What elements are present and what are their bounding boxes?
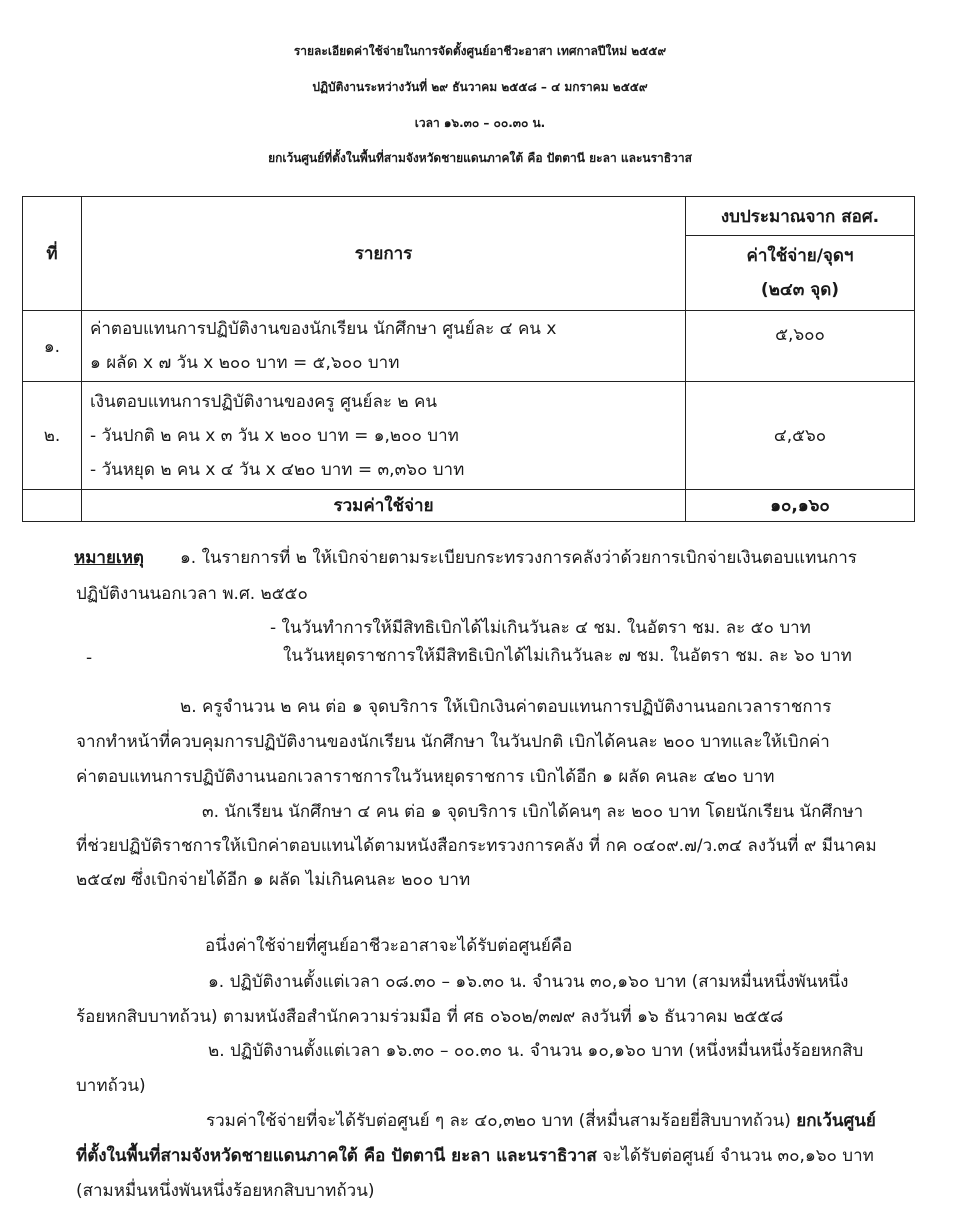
note-3-line-3: ๒๕๔๗ ซึ่งเบิกจ่ายได้อีก ๑ ผลัด ไม่เกินคนละ ๒๐๐ บาท <box>76 870 471 890</box>
summary-total-exception: ยกเว้นศูนย์ <box>796 1111 876 1131</box>
row-number: ๒. <box>23 382 82 490</box>
table-row <box>23 382 915 490</box>
note-1-sub-2: ในวันหยุดราชการให้มีสิทธิเบิกได้ไม่เกินวันละ ๗ ชม. ในอัตรา ชม. ละ ๖๐ บาท <box>283 646 852 666</box>
header-points-label: (๒๔๓ จุด) <box>760 280 840 300</box>
summary-1-line-1: ๑. ปฏิบัติงานตั้งแต่เวลา ๐๘.๓๐ – ๑๖.๓๐ น. จำนวน ๓๐,๑๖๐ บาท (สามหมื่นหนึ่งพันหนึ่ง <box>208 972 849 992</box>
summary-2-line-2: บาทถ้วน) <box>76 1076 146 1096</box>
row-amount: ๔,๕๖๐ <box>686 382 915 490</box>
document-title: รายละเอียดค่าใช้จ่ายในการจัดตั้งศูนย์อาชีวะอาสา เทศกาลปีใหม่ ๒๕๕๙ <box>293 44 667 58</box>
total-amount: ๑๐,๑๖๐ <box>686 490 915 522</box>
summary-total-line-2 <box>76 1142 874 1169</box>
header-cost-per-point <box>686 236 915 311</box>
row-item-line: - วันหยุด ๒ คน x ๔ วัน x ๔๒๐ บาท = ๓,๓๖๐ บาท <box>90 459 465 480</box>
table-row <box>23 311 915 382</box>
summary-total-text: รวมค่าใช้จ่ายที่จะได้รับต่อศูนย์ ๆ ละ ๔๐,๓๒๐ บาท (สี่หมื่นสามร้อยยี่สิบบาทถ้วน) <box>206 1111 797 1131</box>
summary-total-region-amount: จะได้รับต่อศูนย์ จำนวน ๓๐,๑๖๐ บาท <box>596 1146 874 1166</box>
summary-2-line-1: ๒. ปฏิบัติงานตั้งแต่เวลา ๑๖.๓๐ – ๐๐.๓๐ น. จำนวน ๑๐,๑๖๐ บาท (หนึ่งหมื่นหนึ่งร้อยหกสิบ <box>208 1041 864 1061</box>
document-subtitle-exception: ยกเว้นศูนย์ที่ตั้งในพื้นที่สามจังหวัดชายแดนภาคใต้ คือ ปัตตานี ยะลา และนราธิวาส <box>268 151 692 165</box>
summary-total-line-1 <box>206 1107 876 1134</box>
total-label: รวมค่าใช้จ่าย <box>82 490 686 522</box>
row-number: ๑. <box>23 311 82 382</box>
note-3-line-1: ๓. นักเรียน นักศึกษา ๔ คน ต่อ ๑ จุดบริการ เบิกได้คนๆ ละ ๒๐๐ บาท โดยนักเรียน นักศึกษา <box>202 802 864 822</box>
document-subtitle-period: ปฏิบัติงานระหว่างวันที่ ๒๙ ธันวาคม ๒๕๕๘ – ๔ มกราคม ๒๕๕๙ <box>312 80 648 94</box>
row-item <box>82 382 686 490</box>
header-no: ที่ <box>23 197 82 311</box>
notes-heading: หมายเหตุ <box>74 548 144 568</box>
note-2-line-3: ค่าตอบแทนการปฏิบัติงานนอกเวลาราชการในวันหยุดราชการ เบิกได้อีก ๑ ผลัด คนละ ๔๒๐ บาท <box>76 767 775 787</box>
summary-intro: อนึ่งค่าใช้จ่ายที่ศูนย์อาชีวะอาสาจะได้รับต่อศูนย์คือ <box>205 936 573 956</box>
summary-total-region: ที่ตั้งในพื้นที่สามจังหวัดชายแดนภาคใต้ คือ ปัตตานี ยะลา และนราธิวาส <box>76 1146 597 1166</box>
row-item <box>82 311 686 382</box>
note-1-sub-1: - ในวันทำการให้มีสิทธิเบิกได้ไม่เกินวันละ ๔ ชม. ในอัตรา ชม. ละ ๕๐ บาท <box>270 618 811 638</box>
note-1-line-1: ๑. ในรายการที่ ๒ ให้เบิกจ่ายตามระเบียบกระทรวงการคลังว่าด้วยการเบิกจ่ายเงินตอบแทนการ <box>180 548 857 568</box>
header-cost-label: ค่าใช้จ่าย/จุดฯ <box>746 246 854 266</box>
row-item-line: ๑ ผลัด x ๗ วัน x ๒๐๐ บาท = ๕,๖๐๐ บาท <box>90 353 400 373</box>
budget-table <box>22 196 915 522</box>
row-item-line: เงินตอบแทนการปฏิบัติงานของครู ศูนย์ละ ๒ คน <box>90 391 437 412</box>
note-1-line-2: ปฏิบัติงานนอกเวลา พ.ศ. ๒๕๕๐ <box>76 584 308 604</box>
header-budget: งบประมาณจาก สอศ. <box>686 197 915 236</box>
document-subtitle-time: เวลา ๑๖.๓๐ – ๐๐.๓๐ น. <box>414 116 546 130</box>
row-item-line: - วันปกติ ๒ คน x ๓ วัน x ๒๐๐ บาท = ๑,๒๐๐ บาท <box>90 425 459 446</box>
note-1-sub-2-mark: - <box>86 648 93 668</box>
note-2-line-2: จากทำหน้าที่ควบคุมการปฏิบัติงานของนักเรียน นักศึกษา ในวันปกติ เบิกได้คนละ ๒๐๐ บาทและให้เบิกค่า <box>76 732 830 752</box>
note-3-line-2: ที่ช่วยปฏิบัติราชการให้เบิกค่าตอบแทนได้ตามหนังสือกระทรวงการคลัง ที่ กค ๐๔๐๙.๗/ว.๓๔ ลงวันที่ ๙ มีนาคม <box>76 836 877 856</box>
row-item-line: ค่าตอบแทนการปฏิบัติงานของนักเรียน นักศึกษา ศูนย์ละ ๔ คน x <box>90 319 557 339</box>
summary-total-line-3: (สามหมื่นหนึ่งพันหนึ่งร้อยหกสิบบาทถ้วน) <box>76 1181 375 1201</box>
row-amount: ๕,๖๐๐ <box>686 311 915 382</box>
total-number-cell <box>23 490 82 522</box>
total-row <box>23 490 915 522</box>
header-item: รายการ <box>82 197 686 311</box>
summary-1-line-2: ร้อยหกสิบบาทถ้วน) ตามหนังสือสำนักความร่วมมือ ที่ ศธ ๐๖๐๒/๓๗๙ ลงวันที่ ๑๖ ธันวาคม ๒๕๕๘ <box>76 1007 784 1027</box>
note-2-line-1: ๒. ครูจำนวน ๒ คน ต่อ ๑ จุดบริการ ให้เบิกเงินค่าตอบแทนการปฏิบัติงานนอกเวลาราชการ <box>180 697 832 717</box>
